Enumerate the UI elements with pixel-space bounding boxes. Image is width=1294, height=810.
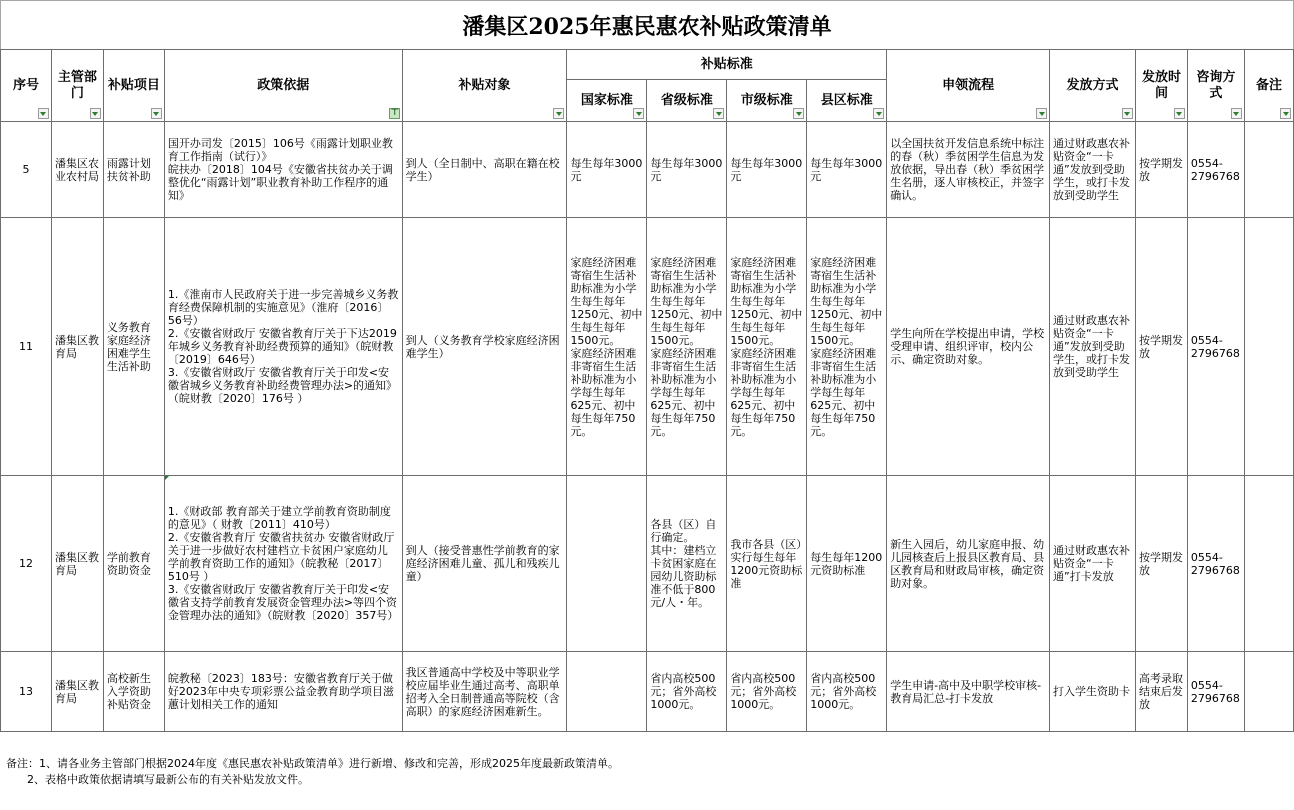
comment-marker-icon xyxy=(165,476,169,480)
cell-method[interactable]: 通过财政惠农补贴资金“一卡通”发放到受助学生，或打卡发放到受助学生 xyxy=(1050,218,1136,476)
cell-basis[interactable]: 国开办司发〔2015〕106号《雨露计划职业教育工作指南（试行）》 皖扶办〔2018〕104号《安徽省扶贫办关于调整优化“雨露计划”职业教育补助工作程序的通知》 xyxy=(164,122,402,218)
cell-city[interactable]: 我市各县（区）实行每生每年1200元资助标准 xyxy=(727,476,807,652)
cell-remark[interactable] xyxy=(1244,476,1293,652)
cell-dept[interactable]: 潘集区农业农村局 xyxy=(51,122,103,218)
header-phone: 咨询方式 xyxy=(1187,50,1244,122)
filter-dropdown-time[interactable] xyxy=(1174,108,1185,119)
cell-basis[interactable]: 1.《淮南市人民政府关于进一步完善城乡义务教育经费保障机制的实施意见》（淮府〔2016〕56号） 2.《安徽省财政厅 安徽省教育厅关于下达2019年城乡义务教育补助经费预算的通知》（皖财教〔2019〕646号） 3.《安徽省财政厅 安徽省教育厅关于印发<安徽省城乡义务教育补助经费管理办法>的通知》（皖财教〔2020〕176号 ） xyxy=(164,218,402,476)
filter-dropdown-method[interactable] xyxy=(1122,108,1133,119)
table-row[interactable] xyxy=(1,218,1294,476)
filter-dropdown-remark[interactable] xyxy=(1280,108,1291,119)
cell-dept[interactable]: 潘集区教育局 xyxy=(51,218,103,476)
header-method: 发放方式 xyxy=(1050,50,1136,122)
cell-process[interactable]: 以全国扶贫开发信息系统中标注的春（秋）季贫困学生信息为发放依据，导出春（秋）季贫困学生名册，逐人审核校正，并签字确认。 xyxy=(887,122,1050,218)
cell-method[interactable]: 打入学生资助卡 xyxy=(1050,652,1136,732)
header-target: 补贴对象 xyxy=(402,50,567,122)
cell-basis[interactable]: 皖教秘〔2023〕183号：安徽省教育厅关于做好2023年中央专项彩票公益金教育助学项目滋蕙计划相关工作的通知 xyxy=(164,652,402,732)
cell-phone[interactable]: 0554-2796768 xyxy=(1187,218,1244,476)
cell-seq[interactable]: 12 xyxy=(1,476,52,652)
page-title: 潘集区2025年惠民惠农补贴政策清单 xyxy=(0,0,1294,49)
cell-process[interactable]: 新生入园后，幼儿家庭申报、幼儿园核查后上报县区教育局、县区教育局和财政局审核，确定资助对象。 xyxy=(887,476,1050,652)
cell-remark[interactable] xyxy=(1244,652,1293,732)
cell-city[interactable]: 家庭经济困难寄宿生生活补助标准为小学生每生每年1250元、初中生每生每年1500元。 家庭经济困难非寄宿生生活补助标准为小学每生每年625元、初中每生每年750元。 xyxy=(727,218,807,476)
cell-national[interactable]: 家庭经济困难寄宿生生活补助标准为小学生每生每年1250元、初中生每生每年1500元。 家庭经济困难非寄宿生生活补助标准为小学每生每年625元、初中每生每年750元。 xyxy=(567,218,647,476)
cell-item[interactable]: 雨露计划扶贫补助 xyxy=(103,122,164,218)
filter-dropdown-provincial[interactable] xyxy=(713,108,724,119)
cell-remark[interactable] xyxy=(1244,218,1293,476)
cell-time[interactable]: 按学期发放 xyxy=(1135,476,1187,652)
footnote-line-2: 2、表格中政策依据请填写最新公布的有关补贴发放文件。 xyxy=(6,773,309,786)
cell-time[interactable]: 按学期发放 xyxy=(1135,218,1187,476)
filter-dropdown-national[interactable] xyxy=(633,108,644,119)
filter-dropdown-phone[interactable] xyxy=(1231,108,1242,119)
footnotes xyxy=(6,756,619,788)
policy-table xyxy=(0,49,1294,732)
cell-basis[interactable] xyxy=(164,476,402,652)
cell-county[interactable]: 每生每年3000元 xyxy=(807,122,887,218)
header-national: 国家标准 xyxy=(567,80,647,122)
filter-dropdown-dept[interactable] xyxy=(90,108,101,119)
cell-remark[interactable] xyxy=(1244,122,1293,218)
header-seq: 序号 xyxy=(1,50,52,122)
header-dept: 主管部门 xyxy=(51,50,103,122)
cell-provincial[interactable]: 各县（区）自行确定。 其中：建档立卡贫困家庭在园幼儿资助标准不低于800元/人・年。 xyxy=(647,476,727,652)
cell-phone[interactable]: 0554-2796768 xyxy=(1187,122,1244,218)
cell-target[interactable]: 到人（接受普惠性学前教育的家庭经济困难儿童、孤儿和残疾儿童） xyxy=(402,476,567,652)
header-remark: 备注 xyxy=(1244,50,1293,122)
cell-provincial[interactable]: 家庭经济困难寄宿生生活补助标准为小学生每生每年1250元、初中生每生每年1500元。 家庭经济困难非寄宿生生活补助标准为小学每生每年625元、初中每生每年750元。 xyxy=(647,218,727,476)
cell-county[interactable]: 每生每年1200元资助标准 xyxy=(807,476,887,652)
cell-seq[interactable]: 5 xyxy=(1,122,52,218)
filter-dropdown-city[interactable] xyxy=(793,108,804,119)
cell-dept[interactable]: 潘集区教育局 xyxy=(51,476,103,652)
header-item: 补贴项目 xyxy=(103,50,164,122)
cell-item[interactable]: 高校新生入学资助补贴资金 xyxy=(103,652,164,732)
cell-item[interactable]: 义务教育家庭经济困难学生生活补助 xyxy=(103,218,164,476)
cell-county[interactable]: 家庭经济困难寄宿生生活补助标准为小学生每生每年1250元、初中生每生每年1500元。 家庭经济困难非寄宿生生活补助标准为小学每生每年625元、初中每生每年750元。 xyxy=(807,218,887,476)
cell-national[interactable]: 每生每年3000元 xyxy=(567,122,647,218)
header-county: 县区标准 xyxy=(807,80,887,122)
filter-dropdown-item[interactable] xyxy=(151,108,162,119)
cell-item[interactable]: 学前教育资助资金 xyxy=(103,476,164,652)
cell-time[interactable]: 按学期发放 xyxy=(1135,122,1187,218)
cell-county[interactable]: 省内高校500元；省外高校1000元。 xyxy=(807,652,887,732)
cell-phone[interactable]: 0554-2796768 xyxy=(1187,652,1244,732)
cell-target[interactable]: 我区普通高中学校及中等职业学校应届毕业生通过高考、高职单招考入全日制普通高等院校（含高职）的家庭经济困难新生。 xyxy=(402,652,567,732)
cell-target[interactable]: 到人（义务教育学校家庭经济困难学生） xyxy=(402,218,567,476)
header-city: 市级标准 xyxy=(727,80,807,122)
cell-provincial[interactable]: 每生每年3000元 xyxy=(647,122,727,218)
table-row[interactable] xyxy=(1,476,1294,652)
cell-seq[interactable]: 13 xyxy=(1,652,52,732)
header-basis: 政策依据 ⊤ xyxy=(164,50,402,122)
table-row[interactable] xyxy=(1,652,1294,732)
header-time: 发放时间 xyxy=(1135,50,1187,122)
filter-active-icon-basis[interactable] xyxy=(389,108,400,119)
filter-dropdown-process[interactable] xyxy=(1036,108,1047,119)
cell-dept[interactable]: 潘集区教育局 xyxy=(51,652,103,732)
cell-national[interactable] xyxy=(567,652,647,732)
footnote-line-1: 备注：1、请各业务主管部门根据2024年度《惠民惠农补贴政策清单》进行新增、修改和完善，形成2025年度最新政策清单。 xyxy=(6,757,619,770)
cell-method[interactable]: 通过财政惠农补贴资金“一卡通”发放到受助学生，或打卡发放到受助学生 xyxy=(1050,122,1136,218)
header-standard: 补贴标准 xyxy=(567,50,887,80)
cell-method[interactable]: 通过财政惠农补贴资金“一卡通”打卡发放 xyxy=(1050,476,1136,652)
cell-process[interactable]: 学生申请-高中及中职学校审核-教育局汇总-打卡发放 xyxy=(887,652,1050,732)
cell-time[interactable]: 高考录取结束后发放 xyxy=(1135,652,1187,732)
cell-process[interactable]: 学生向所在学校提出申请，学校受理申请、组织评审，校内公示、确定资助对象。 xyxy=(887,218,1050,476)
header-process: 申领流程 xyxy=(887,50,1050,122)
cell-basis-text: 1.《财政部 教育部关于建立学前教育资助制度的意见》（ 财教〔2011〕410号） 2.《安徽省教育厅 安徽省扶贫办 安徽省财政厅关于进一步做好农村建档立卡贫困户家庭幼儿学前教育资助工作的通知》（皖教秘〔2017〕510号 ） 3.《安徽省财政厅 安徽省教育厅关于印发<安徽省支持学前教育发展资金管理办法>等四个资金管理办法的通知》（皖财教〔2020〕357号） xyxy=(167,505,399,622)
cell-national[interactable] xyxy=(567,476,647,652)
filter-dropdown-target[interactable] xyxy=(553,108,564,119)
cell-provincial[interactable]: 省内高校500元；省外高校1000元。 xyxy=(647,652,727,732)
filter-dropdown-county[interactable] xyxy=(873,108,884,119)
table-row[interactable] xyxy=(1,122,1294,218)
cell-phone[interactable]: 0554-2796768 xyxy=(1187,476,1244,652)
cell-target[interactable]: 到人（全日制中、高职在籍在校学生） xyxy=(402,122,567,218)
cell-city[interactable]: 省内高校500元；省外高校1000元。 xyxy=(727,652,807,732)
cell-seq[interactable]: 11 xyxy=(1,218,52,476)
cell-city[interactable]: 每生每年3000元 xyxy=(727,122,807,218)
header-provincial: 省级标准 xyxy=(647,80,727,122)
filter-dropdown-seq[interactable] xyxy=(38,108,49,119)
